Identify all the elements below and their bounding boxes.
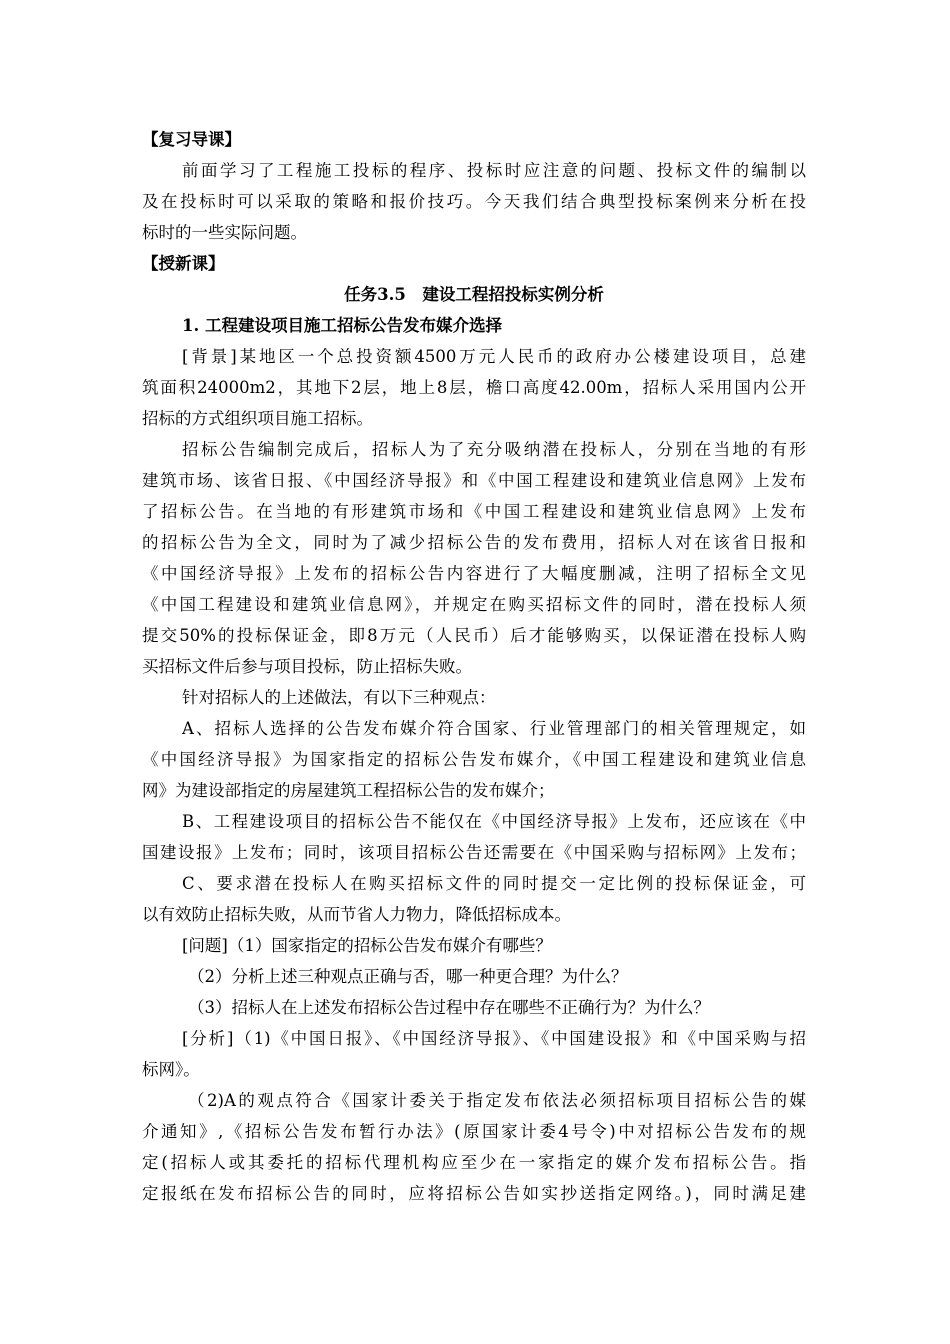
analysis-line: 介通知》,《招标公告发布暂行办法》(原国家计委4号令)中对招标公告发布的规: [142, 1122, 806, 1141]
background-line: 招标的方式组织项目施工招标。: [142, 409, 373, 428]
review-heading: 【复习导课】: [142, 130, 241, 149]
section-title: 1. 工程建设项目施工招标公告发布媒介选择: [182, 316, 502, 335]
review-paragraph-line: 标时的一些实际问题。: [142, 223, 307, 242]
background-line: 筑面积24000m2，其地下2层，地上8层，檐口高度42.00m，招标人采用国内公开: [142, 378, 806, 397]
question-line: （3）招标人在上述发布招标公告过程中存在哪些不正确行为？为什么？: [188, 998, 710, 1017]
analysis-line: 标网》。: [142, 1060, 200, 1079]
view-a-line: 《中国经济导报》为国家指定的招标公告发布媒介，《中国工程建设和建筑业信息: [142, 750, 806, 769]
view-c-line: C、要求潜在投标人在购买招标文件的同时提交一定比例的投标保证金，可: [182, 874, 806, 893]
task-title: 任务3.5 建设工程招投标实例分析: [344, 285, 604, 304]
new-lesson-heading: 【授新课】: [142, 254, 225, 273]
view-a-line: 网》为建设部指定的房屋建筑工程招标公告的发布媒介；: [142, 781, 555, 800]
paragraph-line: 招标公告编制完成后，招标人为了充分吸纳潜在投标人，分别在当地的有形: [182, 440, 806, 459]
analysis-line: 定报纸在发布招标公告的同时，应将招标公告如实抄送指定网络。)，同时满足建: [142, 1184, 806, 1203]
view-b-line: B、工程建设项目的招标公告不能仅在《中国经济导报》上发布，还应该在《中: [182, 812, 806, 831]
views-intro: 针对招标人的上述做法，有以下三种观点：: [182, 688, 496, 707]
paragraph-line: 提交50%的投标保证金，即8万元（人民币）后才能够购买，以保证潜在投标人购: [142, 626, 806, 645]
paragraph-line: 《中国经济导报》上发布的招标公告内容进行了大幅度删减，注明了招标全文见: [142, 564, 806, 583]
analysis-line: 定(招标人或其委托的招标代理机构应至少在一家指定的媒介发布招标公告。指: [142, 1153, 806, 1172]
paragraph-line: 买招标文件后参与项目投标，防止招标失败。: [142, 657, 472, 676]
analysis-line: （2)A的观点符合《国家计委关于指定发布依法必须招标项目招标公告的媒: [188, 1091, 806, 1110]
review-paragraph-line: 及在投标时可以采取的策略和报价技巧。今天我们结合典型投标案例来分析在投: [142, 192, 806, 211]
question-line: [问题]（1）国家指定的招标公告发布媒介有哪些？: [182, 936, 552, 955]
paragraph-line: 了招标公告。在当地的有形建筑市场和《中国工程建设和建筑业信息网》上发布: [142, 502, 806, 521]
view-b-line: 国建设报》上发布；同时，该项目招标公告还需要在《中国采购与招标网》上发布；: [142, 843, 806, 862]
paragraph-line: 《中国工程建设和建筑业信息网》，并规定在购买招标文件的同时，潜在投标人须: [142, 595, 806, 614]
paragraph-line: 建筑市场、该省日报、《中国经济导报》和《中国工程建设和建筑业信息网》上发布: [142, 471, 806, 490]
paragraph-line: 的招标公告为全文，同时为了减少招标公告的发布费用，招标人对在该省日报和: [142, 533, 806, 552]
question-line: （2）分析上述三种观点正确与否，哪一种更合理？为什么？: [188, 967, 628, 986]
analysis-line: [分析]（1)《中国日报》、《中国经济导报》、《中国建设报》和《中国采购与招: [182, 1029, 806, 1048]
view-c-line: 以有效防止招标失败，从而节省人力物力，降低招标成本。: [142, 905, 571, 924]
review-paragraph-line: 前面学习了工程施工投标的程序、投标时应注意的问题、投标文件的编制以: [182, 161, 806, 180]
background-line: [背景]某地区一个总投资额4500万元人民币的政府办公楼建设项目，总建: [182, 347, 806, 366]
view-a-line: A、招标人选择的公告发布媒介符合国家、行业管理部门的相关管理规定，如: [182, 719, 806, 738]
